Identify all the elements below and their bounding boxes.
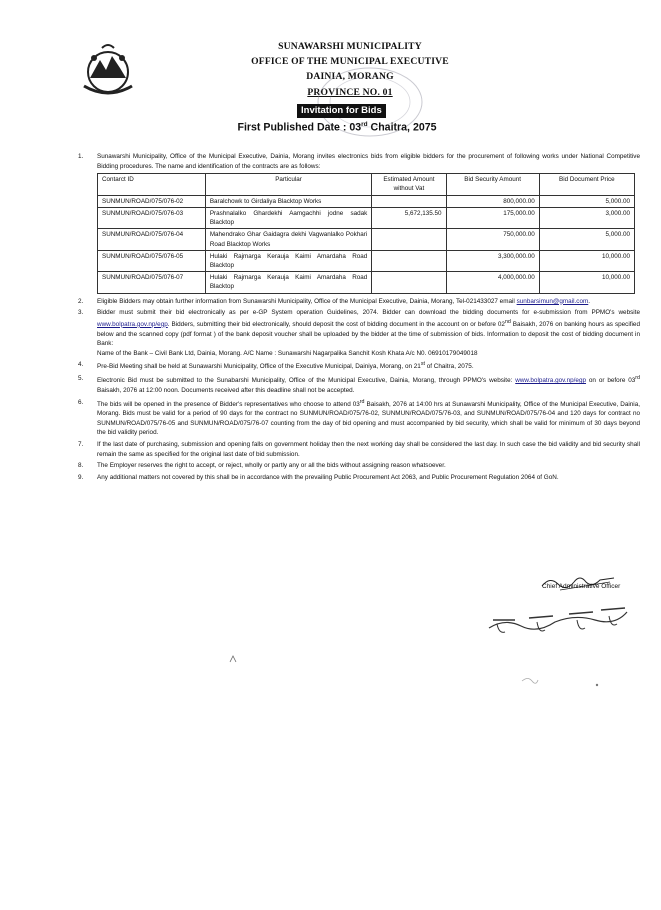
list-item [60, 360, 640, 372]
officer-title-stamp [485, 598, 630, 648]
item-text: Eligible Bidders may obtain further information from Sunawarshi Municipality, Office of the Municipal Executive, Dainia, Morang, Tel-021433027 email [97, 297, 515, 305]
bid-document-price-cell: 3,000.00 [539, 207, 634, 228]
header-bid-document-price: Bid Document Price [539, 174, 634, 195]
item-text: Baisakh, 2076 on banking hours as specified below and the scanned copy (pdf format ) of the bank deposit voucher shall be uploaded by the bidder at the time of submission of bids. Information to deposit the cost of bidding document in Bank: [97, 320, 640, 348]
bid-security-cell: 3,300,000.00 [446, 250, 539, 271]
bid-document-price-cell: 10,000.00 [539, 272, 634, 293]
estimated-amount-cell [372, 195, 446, 207]
item-text: Pre-Bid Meeting shall be held at Sunawarshi Municipality, Office of the Executive Municipal, Dainiya, Morang, on 21 [97, 363, 421, 371]
list-item [60, 308, 640, 358]
table-row [98, 195, 635, 207]
email-link[interactable]: sunbarsimun@gmail.com [516, 297, 589, 305]
estimated-amount-cell [372, 250, 446, 271]
item-text: Electronic Bid must be submitted to the Sunabarshi Municipality, Office of the Municipal Executive, Dainia, Morang, through PPMO's website: [97, 377, 513, 385]
contract-id-cell: SUNMUN/ROAD/075/076-04 [98, 229, 206, 250]
bid-document-price-cell: 10,000.00 [539, 250, 634, 271]
first-published-date: First Published Date : 03rd Chaitra, 2075 [237, 121, 437, 134]
item-text: of Chaitra, 2075. [424, 363, 474, 371]
bid-document-price-cell: 5,000.00 [539, 229, 634, 250]
item-text: The bids will be opened in the presence of Bidder's representatives who choose to attend 03 [97, 400, 360, 408]
invitation-badge: Invitation for Bids [297, 104, 386, 118]
bid-security-cell: 800,000.00 [446, 195, 539, 207]
list-item [60, 398, 640, 438]
ordinal-suffix: st [420, 361, 425, 368]
estimated-amount-cell: 5,672,135.50 [372, 207, 446, 228]
item-number: 3. [78, 309, 84, 317]
office-location: DAINIA, MORANG [306, 71, 394, 82]
nepal-emblem-logo [76, 38, 140, 102]
bid-security-cell: 4,000,000.00 [446, 272, 539, 293]
stray-mark [520, 675, 540, 685]
list-item [60, 297, 640, 307]
bid-security-cell: 750,000.00 [446, 229, 539, 250]
item-text-tail: . [588, 297, 591, 305]
particular-cell: Hulaki Rajmarga Kerauja Kaimi Amardaha Road Blacktop [205, 272, 371, 293]
item-text: on or before 03 [586, 377, 636, 385]
table-row [98, 207, 635, 228]
item-number: 1. [78, 153, 84, 160]
item-text: Baisakh, 2076 at 12:00 noon. Documents received after this deadline shall not be accepted. [97, 386, 355, 394]
notice-items [60, 152, 640, 485]
item-number: 2. [78, 297, 84, 305]
table-row [98, 272, 635, 293]
office-name: OFFICE OF THE MUNICIPAL EXECUTIVE [251, 56, 449, 67]
contract-id-cell: SUNMUN/ROAD/075/076-05 [98, 250, 206, 271]
stray-mark [228, 654, 238, 664]
bid-security-cell: 175,000.00 [446, 207, 539, 228]
header-contract-id: Contarct ID [98, 174, 206, 195]
table-row [98, 250, 635, 271]
particular-cell: Hulaki Rajmarga Kerauja Kaimi Amardaha Road Blacktop [205, 250, 371, 271]
item-number: 8. [78, 462, 84, 470]
particular-cell: Baralchowk to Girdaliya Blacktop Works [205, 195, 371, 207]
contracts-table [97, 173, 635, 293]
list-item [60, 473, 640, 483]
bank-details: Name of the Bank – Civil Bank Ltd, Dainia, Morang. A/C Name : Sunawarshi Nagarpalika Sanchit Kosh Khata A/c N0. 06910179049018 [97, 349, 478, 357]
header-estimated-amount: Estimated Amount without Vat [372, 174, 446, 195]
ppmo-website-link[interactable]: www.bolpatra.gov.np/egp [515, 377, 587, 385]
list-item [60, 152, 640, 171]
item-number: 5. [78, 375, 84, 383]
table-header-row [98, 174, 635, 195]
item-number: 4. [78, 361, 84, 369]
stray-mark [592, 682, 602, 688]
table-row [98, 229, 635, 250]
estimated-amount-cell [372, 229, 446, 250]
list-item [60, 440, 640, 459]
municipality-name: SUNAWARSHI MUNICIPALITY [278, 41, 422, 52]
ppmo-website-link[interactable]: www.bolpatra.gov.np/egp [97, 320, 168, 328]
particular-cell: Prashnalalko Ghardekhi Aamgachhi jodne sadak Blacktop [205, 207, 371, 228]
item-text: Any additional matters not covered by this shall be in accordance with the prevailing Public Procurement Act 2063, and Public Procurement Regulation 2064 of GoN. [97, 474, 559, 482]
bid-document-price-cell: 5,000.00 [539, 195, 634, 207]
item-text: Bidder must submit their bid electronically as per e-GP System operation Guidelines, 2074. Bidder can download the bidding documents for e-submission from PPMO's website [97, 309, 640, 317]
item-text: . Bidders, submitting their bid electronically, should deposit the cost of bidding document in the account on or before 02 [167, 320, 505, 328]
ordinal-suffix: rd [359, 398, 365, 405]
particular-cell: Mahendrako Ghar Gaidagra dekhi Vagwanlalko Pokhari Road Blacktop Works [205, 229, 371, 250]
item-number: 6. [78, 398, 84, 406]
contract-id-cell: SUNMUN/ROAD/075/076-02 [98, 195, 206, 207]
estimated-amount-cell [372, 272, 446, 293]
contract-id-cell: SUNMUN/ROAD/075/076-03 [98, 207, 206, 228]
item-text: If the last date of purchasing, submission and opening falls on government holiday then the next working day shall be considered the last day. In such case the bid validity and bid security shall remain the same as specified for the original last date of bid submission. [97, 441, 640, 458]
list-item [60, 374, 640, 395]
item-number: 7. [78, 441, 84, 449]
ordinal-suffix: rd [635, 375, 640, 382]
contract-id-cell: SUNMUN/ROAD/075/076-07 [98, 272, 206, 293]
header-particular: Particular [205, 174, 371, 195]
item-text: Sunawarshi Municipality, Office of the Municipal Executive, Dainia, Morang invites electronics bids from eligible bidders for the procurement of following works under National Competitive Bidding procedures. The name and identification of the contracts are as follows: [97, 153, 640, 170]
item-text: Baisakh, 2076 at 14:00 hrs at Sunawarshi Municipality, Office of the Municipal Executive, Dainia, Morang. Bids must be valid for a period of 90 days for the contract no SUNMUN/ROAD/075/76-02, SUNMUN/ROAD/075/76-03, and SUNMUN/ROAD/075/76-04 and 120 days for contract no SUNMUN/ROAD/075/76-05 and SUNMUN/ROAD/075/76-07 counting from the day of bid opening and must accompanied by bid security, which shall be valid for minimum of 30 days beyond the bid validity period. [97, 400, 640, 437]
item-text: The Employer reserves the right to accept, or reject, wholly or partly any or all the bids without assigning reason whatsoever. [97, 462, 446, 470]
ordinal-suffix: nd [504, 318, 511, 325]
province-number: PROVINCE NO. 01 [307, 87, 393, 98]
list-item [60, 461, 640, 471]
item-number: 9. [78, 474, 84, 482]
header-bid-security: Bid Security Amount [446, 174, 539, 195]
signature-title: Chief Administrative Officer [542, 583, 621, 590]
